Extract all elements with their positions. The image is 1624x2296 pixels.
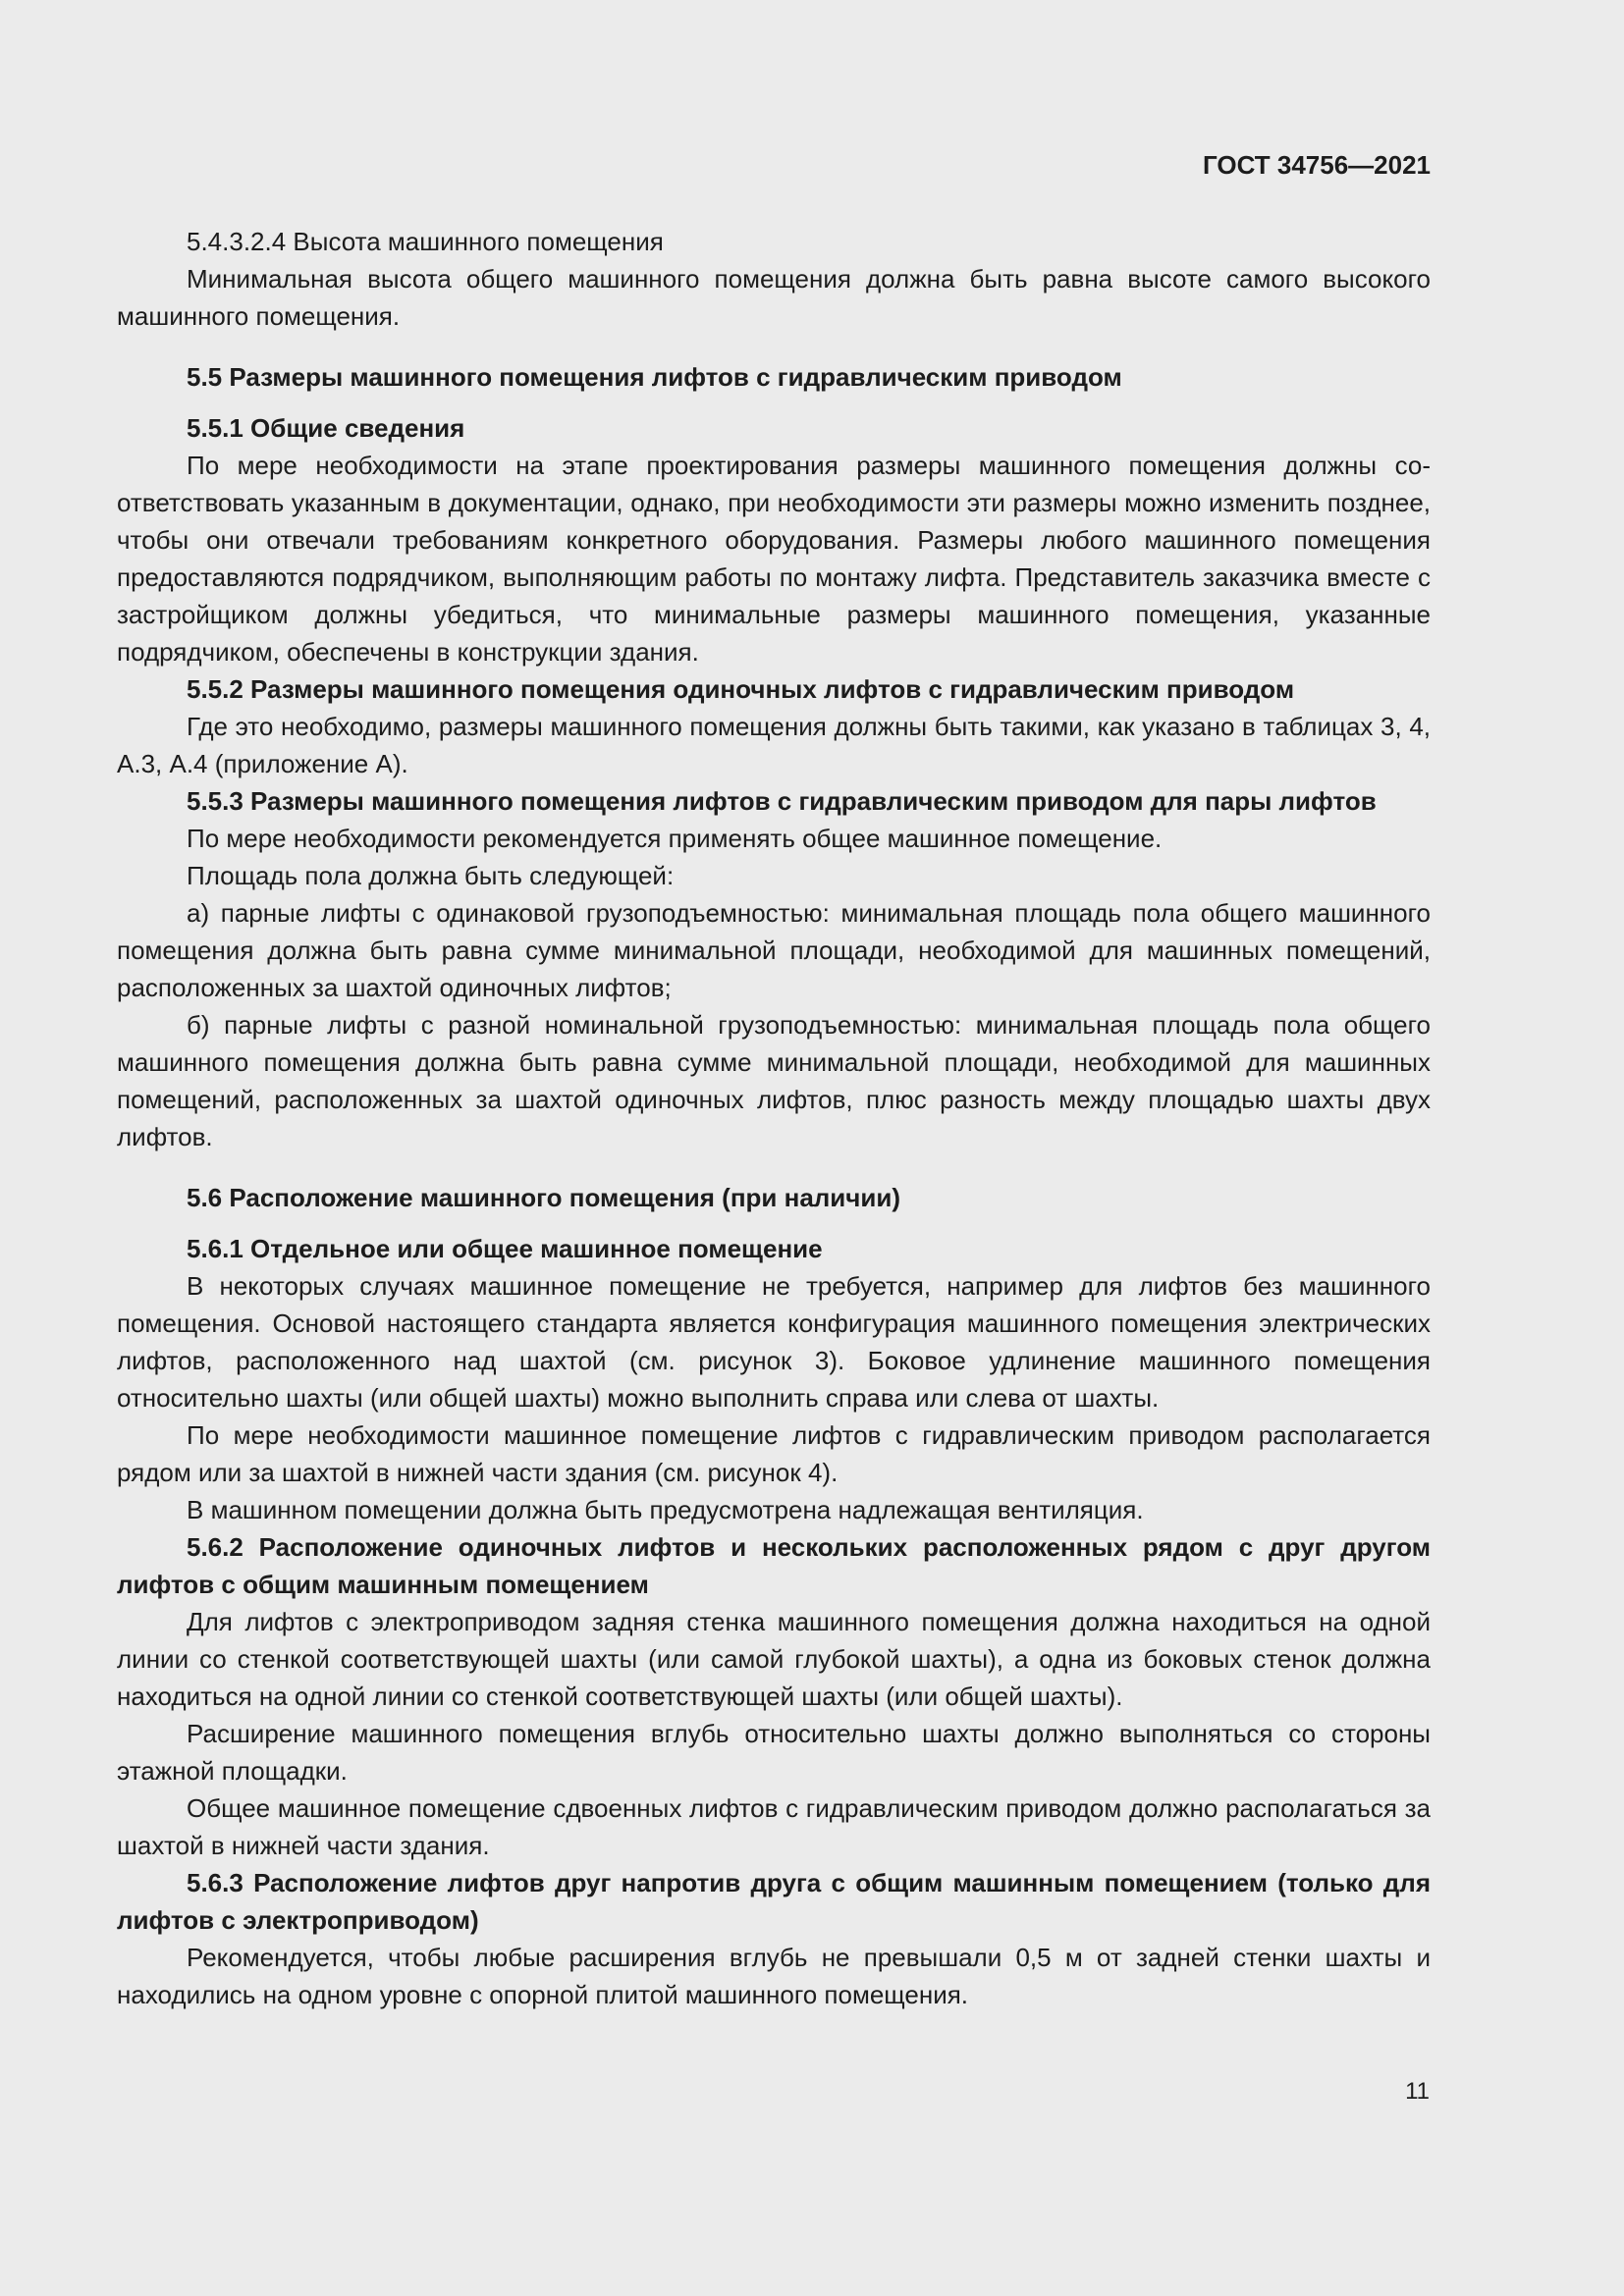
page-number: 11 [1405,2078,1430,2105]
clause-5-6-1-heading: 5.6.1 Отдельное или общее машинное помещение [187,1234,823,1263]
paragraph: По мере необходимости машинное помещение лифтов с гидравлическим приводом располагается рядом или за шахтой в нижней части здания (см. рисунок 4). [117,1420,1431,1487]
paragraph: Площадь пола должна быть следующей: [187,861,675,890]
paragraph: По мере необходимости рекомендуется применять общее машинное помещение. [187,824,1163,853]
paragraph: Расширение машинного помещения вглубь относительно шахты должно выполняться со стороны этажной площадки. [117,1719,1431,1786]
clause-5-4-3-2-4-heading: 5.4.3.2.4 Высота машинного помещения [187,227,664,256]
paragraph: Общее машинное помещение сдвоенных лифтов с гидравлическим приводом должно располагаться за шахтой в нижней части здания. [117,1793,1431,1860]
clause-5-6-3-heading: 5.6.3 Расположение лифтов друг напротив друга с общим машинным помещением (только для лифтов с электроприводом) [117,1868,1431,1935]
paragraph: Для лифтов с электроприводом задняя стенка машинного помещения должна находиться на одной линии со стенкой соответствующей шахты (или самой глубокой шахты), а одна из боковых стенок должна находиться на одной линии со стенкой соответствующей шахты (или общей шахты). [117,1607,1431,1711]
clause-5-6-2-heading: 5.6.2 Расположение одиночных лифтов и нескольких расположенных рядом с друг другом лифтов с общим машинным помещением [117,1532,1431,1599]
document-header: ГОСТ 34756—2021 [1203,150,1431,180]
paragraph: По мере необходимости на этапе проектирования размеры машинного помещения должны соответствовать указанным в документации, однако, при необходимости эти размеры можно изменить позднее, чтобы они отвечали требованиям конкретного оборудования. Размеры любого машинного помещения предоставляются подрядчиком, выполняющим работы по монтажу лифта. Представитель заказчика вместе с застройщиком должны убедиться, что минимальные размеры машинного помещения, указанные подрядчиком, обеспечены в конструкции здания. [117,451,1431,667]
paragraph: Где это необходимо, размеры машинного помещения должны быть такими, как указано в таблицах 3, 4, А.3, А.4 (приложение А). [117,712,1431,778]
paragraph: Рекомендуется, чтобы любые расширения вглубь не превышали 0,5 м от задней стенки шахты и находились на одном уровне с опорной плитой машинного помещения. [117,1943,1431,2009]
document-body [117,223,1431,2013]
list-item-a: а) парные лифты с одинаковой грузоподъемностью: минимальная площадь пола общего машинного помещения должна быть равна сумме минимальной площади, необходимой для машинных помещений, расположенных за шахтой одиночных лифтов; [117,898,1431,1002]
section-5-5-heading: 5.5 Размеры машинного помещения лифтов с гидравлическим приводом [187,362,1122,392]
paragraph: В машинном помещении должна быть предусмотрена надлежащая вентиляция. [187,1495,1144,1524]
list-item-b: б) парные лифты с разной номинальной грузоподъемностью: минимальная площадь пола общего машинного помещения должна быть равна сумме минимальной площади, необходимой для машинных помещений, расположенных за шахтой одиночных лифтов, плюс разность между площадью шахты двух лифтов. [117,1010,1431,1151]
paragraph: В некоторых случаях машинное помещение не требуется, например для лифтов без машинного помещения. Основой настоящего стандарта является конфигурация машинного помещения электрических лифтов, расположенного над шахтой (см. рисунок 3). Боковое удлинение машинного помещения относительно шахты (или общей шахты) можно выполнить справа или слева от шахты. [117,1271,1431,1413]
section-5-6-heading: 5.6 Расположение машинного помещения (при наличии) [187,1183,900,1212]
clause-5-5-2-heading: 5.5.2 Размеры машинного помещения одиночных лифтов с гидравлическим приводом [187,674,1295,704]
clause-5-5-1-heading: 5.5.1 Общие сведения [187,413,465,443]
clause-5-5-3-heading: 5.5.3 Размеры машинного помещения лифтов с гидравлическим приводом для пары лифтов [187,786,1377,816]
paragraph: Минимальная высота общего машинного помещения должна быть равна высоте самого высокого машинного помещения. [117,264,1431,331]
